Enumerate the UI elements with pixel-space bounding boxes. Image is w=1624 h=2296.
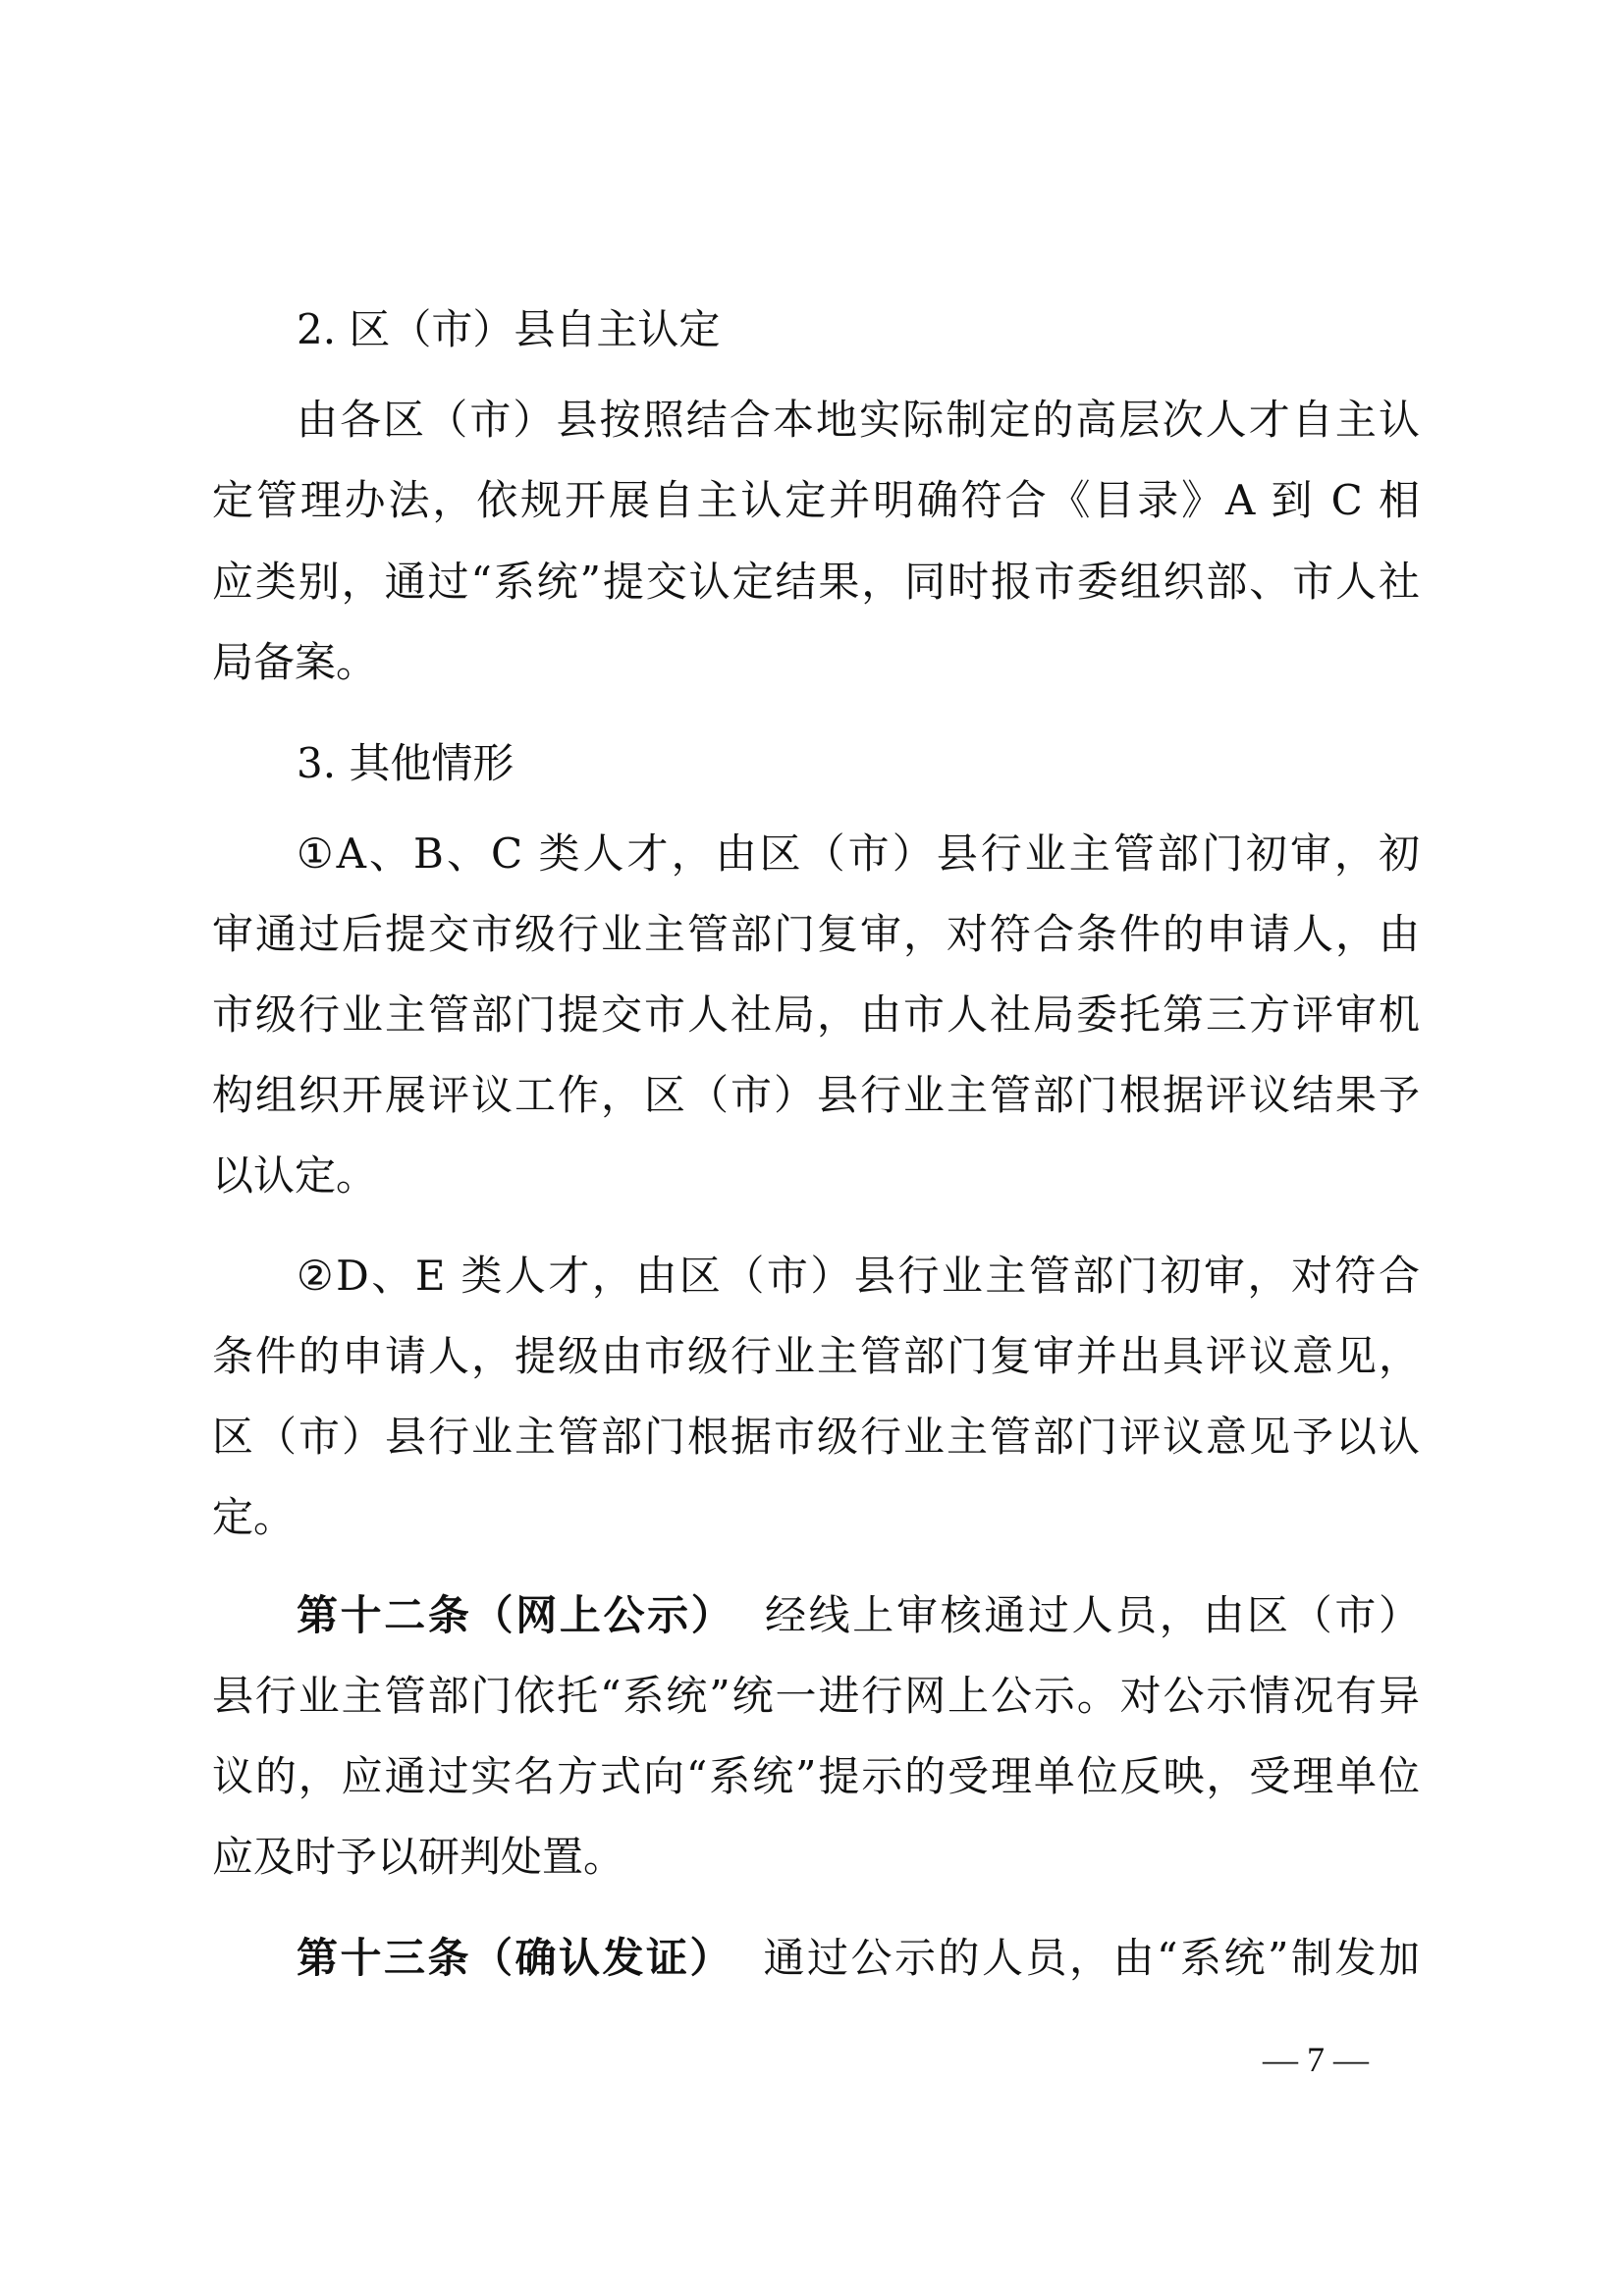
article-12-title: 第十二条（网上公示） bbox=[297, 1591, 735, 1639]
section-heading-3: 3. 其他情形 bbox=[297, 739, 514, 787]
paragraph-line: 县行业主管部门依托“系统”统一进行网上公示。对公示情况有异 bbox=[212, 1672, 1420, 1720]
paragraph-line: ②D、E 类人才，由区（市）县行业主管部门初审，对符合 bbox=[297, 1252, 1420, 1300]
paragraph-line: 局备案。 bbox=[212, 638, 378, 686]
article-13-title: 第十三条（确认发证） bbox=[297, 1934, 734, 1982]
article-13-first-line-text: 通过公示的人员，由“系统”制发加 bbox=[761, 1934, 1420, 1982]
paragraph-line: ①A、B、C 类人才，由区（市）县行业主管部门初审，初 bbox=[297, 829, 1420, 878]
article-12-first-line bbox=[297, 1586, 1420, 1645]
paragraph-line: 以认定。 bbox=[212, 1151, 378, 1200]
page-number: — 7 — bbox=[1263, 2040, 1369, 2079]
paragraph-line: 条件的申请人，提级由市级行业主管部门复审并出具评议意见， bbox=[212, 1332, 1420, 1380]
paragraph-line: 由各区（市）县按照结合本地实际制定的高层次人才自主认 bbox=[297, 396, 1420, 444]
paragraph-line: 构组织开展评议工作，区（市）县行业主管部门根据评议结果予 bbox=[212, 1071, 1420, 1119]
paragraph-line: 区（市）县行业主管部门根据市级行业主管部门评议意见予以认 bbox=[212, 1413, 1420, 1461]
paragraph-line: 市级行业主管部门提交市人社局，由市人社局委托第三方评审机 bbox=[212, 990, 1420, 1039]
paragraph-line: 审通过后提交市级行业主管部门复审，对符合条件的申请人，由 bbox=[212, 910, 1420, 958]
paragraph-line: 定。 bbox=[212, 1493, 296, 1541]
paragraph-line: 定管理办法，依规开展自主认定并明确符合《目录》A 到 C 相 bbox=[212, 476, 1420, 524]
section-heading-2: 2. 区（市）县自主认定 bbox=[297, 305, 721, 353]
paragraph-line: 议的，应通过实名方式向“系统”提示的受理单位反映，受理单位 bbox=[212, 1752, 1420, 1800]
paragraph-line: 应及时予以研判处置。 bbox=[212, 1833, 625, 1881]
article-13-first-line bbox=[297, 1929, 1420, 1988]
article-12-first-line-text: 经线上审核通过人员，由区（市） bbox=[762, 1591, 1420, 1639]
paragraph-line: 应类别，通过“系统”提交认定结果，同时报市委组织部、市人社 bbox=[212, 558, 1420, 606]
